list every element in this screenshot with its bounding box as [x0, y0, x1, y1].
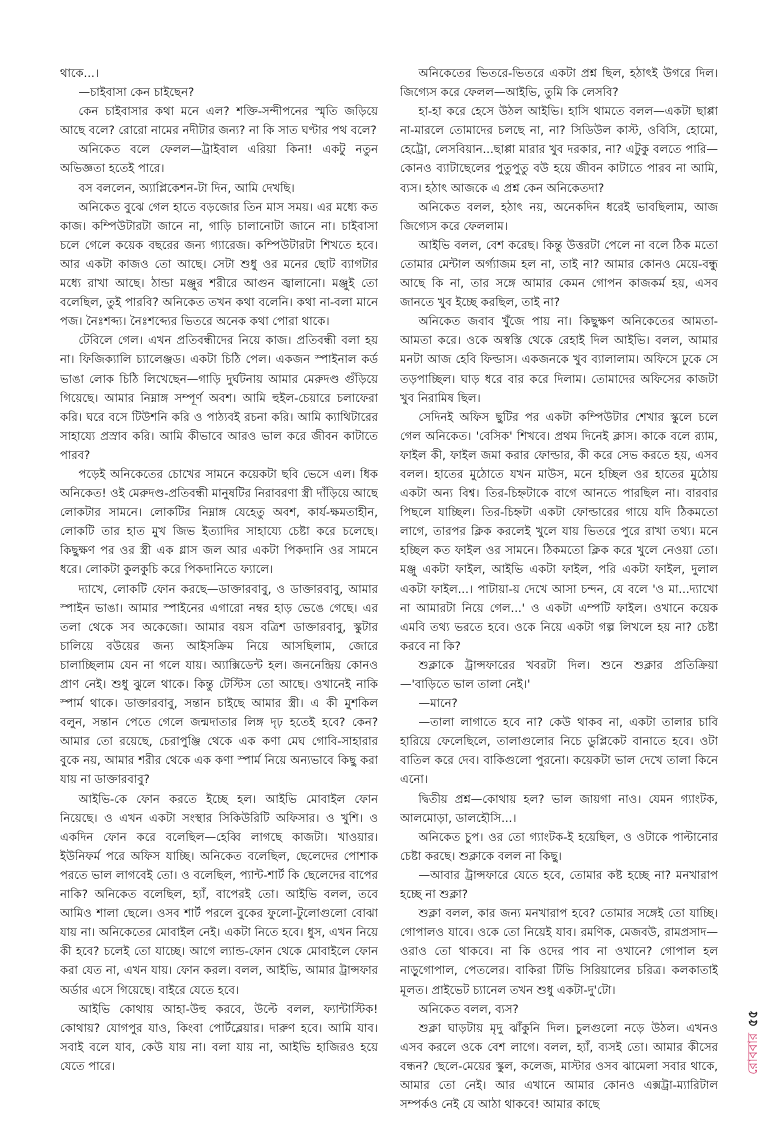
paragraph: অনিকেত বলল, ব্যস?	[418, 1001, 519, 1016]
paragraph: অনিকেত বলে ফেলল—ট্রাইবাল এরিয়া কিনা! একটু নতুন অভিজ্ঞতা হতেই পারে।	[60, 142, 378, 176]
paragraph: থাকে...।	[60, 66, 99, 80]
magazine-name: রোববার	[745, 1032, 761, 1075]
left-text-column	[60, 64, 378, 1114]
paragraph: —আবার ট্রান্সফারে যেতে হবে, তোমার কষ্ট হচ্ছে না? মনখারাপ হচ্ছে না শুক্লা?	[400, 867, 718, 902]
paragraph: অনিকেতের ভিতরে-ভিতরে একটা প্রশ্ন ছিল, হঠাৎই উগরে দিল। জিগ্যেস করে ফেলল—আইভি, তুমি কি লেসবি?	[400, 66, 718, 100]
paragraph: আইভি-কে ফোন করতে ইচ্ছে হল। আইভি মোবাইল ফোন নিয়েছে। ও এখন একটা সংস্থার সিকিউরিটি অফিসার। ও খুশি। ও একদিন ফোন করে বলেছিল—হেব্বি লাগছে কাজটা। খাওয়ার। ইউনিফর্ম পরে অফিস যাচ্ছি। অনিকেত বলেছিল, ছেলেদের পোশাক পরতে ভাল লাগবেই তো। ও বলেছিল, প্যান্ট-শার্ট কি ছেলেদের বাপের নাকি? অনিকেত বলেছিল, হ্যাঁ, বাপেরই তো। আইভি বলল, তবে আমিও শালা ছেলে। ওসব শার্ট পরলে বুকের ফুলো-টুলোগুলো বোঝা যায় না। অনিকেতের মোবাইল নেই। একটা নিতে হবে। ধুস, এখন নিয়ে কী হবে? চলেই তো যাচ্ছে। আগে ল্যান্ড-ফোন থেকে মোবাইলে ফোন করা যেত না, এখন যায়। ফোন করল। বলল, আইভি, আমার ট্রান্সফার অর্ডার এসে গিয়েছে। বাইরে যেতে হবে।	[60, 791, 378, 997]
page-folio	[744, 1010, 764, 1130]
paragraph: অনিকেত বলল, হঠাৎ নয়, অনেকদিন ধরেই ভাবছিলাম, আজ জিগ্যেস করে ফেললাম।	[400, 199, 718, 233]
paragraph: অনিকেত জবাব খুঁজে পায় না। কিছুক্ষণ অনিকেতের আমতা-আমতা করে। ওকে অস্বস্তি থেকে রেহাই দিল আইভি। বলল, আমার মনটা আজ হেবি ফিল্ডাস। একজনকে খুব ব্যালালাম। অফিসে ঢুকে সে তড়পাচ্ছিল। ঘাড় ধরে বার করে দিলাম। তোমাদের অফিসের কাজটা খুব নিরামিষ ছিল।	[400, 314, 718, 405]
paragraph: কেন চাইবাসার কথা মনে এল? শক্তি-সন্দীপনের স্মৃতি জড়িয়ে আছে বলে? রোরো নামের নদীটার জন্য? না কি সাত ঘণ্টার পথ বলে?	[60, 104, 378, 138]
paragraph: —তালা লাগাতে হবে না? কেউ থাকব না, একটা তালার চাবি হারিয়ে ফেলেছিলে, তালাগুলোর নিচে ডুপ্লিকেট বানাতে হবে। ওটা বাতিল করে দেব। বাকিগুলো পুরনো। কয়েকটা ভাল দেখে তালা কিনে এনো।	[400, 715, 718, 787]
paragraph: বস বললেন, অ্যাপ্লিকেশন-টা দিন, আমি দেখছি।	[78, 180, 295, 195]
paragraph: শুক্লাকে ট্রান্সফারের খবরটা দিল। শুনে শুক্লার প্রতিক্রিয়া—'বাড়িতে ভাল তালা নেই।'	[400, 657, 718, 691]
paragraph: দ্বিতীয় প্রশ্ন—কোথায় হল? ভাল জায়গা নাও। যেমন গ্যাংটক, আলমোড়া, ডালহৌসি...।	[400, 791, 718, 825]
page-number: ৫৫	[745, 1010, 761, 1027]
paragraph: অনিকেত চুপ। ওর তো গ্যাংটক-ই হয়েছিল, ও ওটাকে পাল্টানোর চেষ্টা করছে। শুক্লাকে বলল না কিছু।	[400, 829, 718, 863]
paragraph: হা-হা করে হেসে উঠল আইভি। হাসি থামতে বলল—একটা ছাপ্পা না-মারলে তোমাদের চলছে না, না? সিডিউল কাস্ট, ওবিসি, হোমো, হেট্রো, লেসবিয়ান...ছাপ্পা মারার খুব দরকার, না? এটুকু বলতে পারি—কোনও ব্যাটাছেলের পুতুপুতু বউ হয়ে জীবন কাটাতে পারব না আমি, ব্যস। হঠাৎ আজকে এ প্রশ্ন কেন অনিকেতদা?	[400, 104, 718, 195]
paragraph: —মানে?	[418, 696, 458, 711]
paragraph: দ্যাখে, লোকটি ফোন করছে—ডাক্তারবাবু, ও ডাক্তারবাবু, আমার স্পাইন ভাঙা। আমার স্পাইনের এগারো নম্বর হাড় ভেঙে গেছে। এর তলা থেকে সব অকেজো। আমার বয়স বত্রিশ ডাক্তারবাবু, স্কুটার চালিয়ে বউয়ের জন্য আইসক্রিম নিয়ে আসছিলাম, জোরে চালাচ্ছিলাম যেন না গলে যায়। অ্যাক্সিডেন্ট হল। জননেন্দ্রিয় কোনও প্রাণ নেই। শুধু ঝুলে থাকে। কিন্তু টেস্টিস তো আছে। ওখানেই নাকি স্পার্ম থাকে। ডাক্তারবাবু, সন্তান চাইছে আমার স্ত্রী। এ কী মুশকিল বলুন, সন্তান পেতে গেলে জন্মদাতার লিঙ্গ দৃঢ় হতেই হবে? কেন? আমার তো রয়েছে, চেরাপুঞ্জি থেকে এক কণা মেঘ গোবি-সাহারার বুকে নয়, আমার শরীর থেকে এক কণা স্পার্ম নিয়ে অন্যভাবে কিছু করা যায় না ডাক্তারবাবু?	[60, 581, 378, 787]
paragraph: আইভি কোথায় আহা-উহু করবে, উল্টে বলল, ফ্যান্টাস্টিক! কোথায়? যোগপুর যাও, কিংবা পোর্টব্লেয়ার। দারুণ হবে। আমি যাব। সবাই বলে যাব, কেউ যায় না। বলা যায় না, আইভি হাজিরও হয়ে যেতে পারে।	[60, 1001, 378, 1073]
paragraph: শুক্লা ঘাড়টায় মৃদু ঝাঁকুনি দিল। চুলগুলো নড়ে উঠল। এখনও এসব করলে ওকে বেশ লাগে। বলল, হ্যাঁ, ব্যসই তো। আমার কীসের বন্ধন? ছেলে-মেয়ের স্কুল, কলেজ, মাস্টার ওসব ঝামেলা সবার থাকে, আমার তো নেই। আর এখানে আমার কোনও এক্সট্রা-ম্যারিটাল সম্পর্কও নেই যে আঠা থাকবে! আমার কাছে	[400, 1020, 718, 1112]
paragraph: টেবিলে গেল। এখন প্রতিবন্ধীদের নিয়ে কাজ। প্রতিবন্ধী বলা হয় না। ফিজিক্যালি চ্যালেঞ্জড। একটা চিঠি পেল। একজন স্পাইনাল কর্ড ভাঙা লোক চিঠি লিখেছেন—গাড়ি দুর্ঘটনায় আমার মেরুদণ্ড গুঁড়িয়ে গিয়েছে। আমার নিম্নাঙ্গ সম্পূর্ণ অবশ। আমি হুইল-চেয়ারে চলাফেরা করি। ঘরে বসে টিউশনি করি ও পাঠ্যবই রচনা করি। আমি ক্যাথিটারের সাহায্যে প্রস্রাব করি। আমি কীভাবে আরও ভাল করে জীবন কাটাতে পারব?	[60, 333, 378, 462]
paragraph: পড়েই অনিকেতের চোখের সামনে কয়েকটা ছবি ভেসে এল। ধিক অনিকেত! ওই মেরুদণ্ড-প্রতিবন্ধী মানুষটির নিরাবরণা স্ত্রী দাঁড়িয়ে আছে লোকটার সামনে। লোকটির নিম্নাঙ্গ যেহেতু অবশ, কার্য-ক্ষমতাহীন, লোকটি তার হাত মুখ জিভ ইত্যাদির সাহায্যে চেষ্টা করে চলেছে। কিছুক্ষণ পর ওর স্ত্রী এক গ্লাস জল আর একটা পিকদানি ওর সামনে ধরে। লোকটা কুলকুচি করে পিকদানিতে ফ্যালে।	[60, 466, 378, 577]
paragraph: অনিকেত বুঝে গেল হাতে বড়জোর তিন মাস সময়। এর মধ্যে কত কাজ। কম্পিউটারটা জানে না, গাড়ি চালানোটা জানে না। চাইবাসা চলে গেলে কয়েক বছরের জন্য গ্যারেজ। কম্পিউটারটা শিখতে হবে। আর একটা কাজও তো আছে। সেটা শুধু ওর মনের ছোট ব্যাগটার মধ্যে রাখা আছে। ঠান্ডা মঞ্জুর শরীরে আগুন জ্বালানো। মঞ্জুই তো বলেছিল, তুই পারবি? অনিকেত তখন কথা বলেনি। কথা না-বলা মানে পজ। নৈঃশব্দ্য। নৈঃশব্দ্যের ভিতরে অনেক কথা পোরা থাকে।	[60, 199, 378, 329]
paragraph: আইভি বলল, বেশ করেছ। কিন্তু উত্তরটা পেলে না বলে ঠিক মতো তোমার মেন্টাল অর্গ্যাজম হল না, তাই না? আমার কোনও মেয়ে-বন্ধু আছে কি না, তার সঙ্গে আমার কেমন গোপন কাজকর্ম হয়, এসব জানতে খুব ইচ্ছে করছিল, তাই না?	[400, 237, 718, 310]
paragraph: শুক্লা বলল, কার জন্য মনখারাপ হবে? তোমার সঙ্গেই তো যাচ্ছি। গোপালও যাবে। ওকে তো নিয়েই যাব। রমণিক, মেজবউ, রামপ্রসাদ—ওরাও তো থাকবে। না কি ওদের পাব না ওখানে? গোপাল হল নাড়ুগোপাল, পেতলের। বাকিরা টিভি সিরিয়ালের চরিত্র। কলকাতাই মূলত। প্রাইভেট চ্যানেল তখন শুধু একটা-দু'টো।	[400, 906, 718, 997]
paragraph: সেদিনই অফিস ছুটির পর একটা কম্পিউটার শেখার স্কুলে চলে গেল অনিকেত। 'বেসিক' শিখবে। প্রথম দিনেই ক্লাস। কাকে বলে র‍্যাম, ফাইল কী, ফাইল জমা করার ফোল্ডার, কী করে সেভ করতে হয়, এসব বলল। হাতের মুঠোতে যখন মাউস, মনে হচ্ছিল ওর হাতের মুঠোয় একটা অন্য বিশ্ব। তির-চিহ্নটাকে বাগে আনতে পারছিল না। বারবার পিছলে যাচ্ছিল। তির-চিহ্নটা একটা ফোল্ডারের গায়ে যদি ঠিকমতো লাগে, তারপর ক্লিক করলেই খুলে যায় ভিতরে পুরে রাখা তথ্য। মনে হচ্ছিল কত ফাইল ওর সামনে। ঠিকমতো ক্লিক করে খুলে নেওয়া তো। মঞ্জু একটা ফাইল, আইভি একটা ফাইল, পরি একটা ফাইল, দুলাল একটা ফাইল...। পাটায়া-য় দেখে আসা চন্দন, যে বলে 'ও মা...দ্যাখো না আমারটা নিয়ে গেল...' ও একটা এম্পটি ফাইল। ওখানে কয়েক এমবি তথ্য ভরতে হবে। ওকে নিয়ে একটা গল্প লিখলে হয় না? চেষ্টা করবে না কি?	[400, 409, 718, 653]
paragraph: —চাইবাসা কেন চাইছেন?	[78, 85, 195, 100]
right-text-column	[400, 64, 718, 1114]
